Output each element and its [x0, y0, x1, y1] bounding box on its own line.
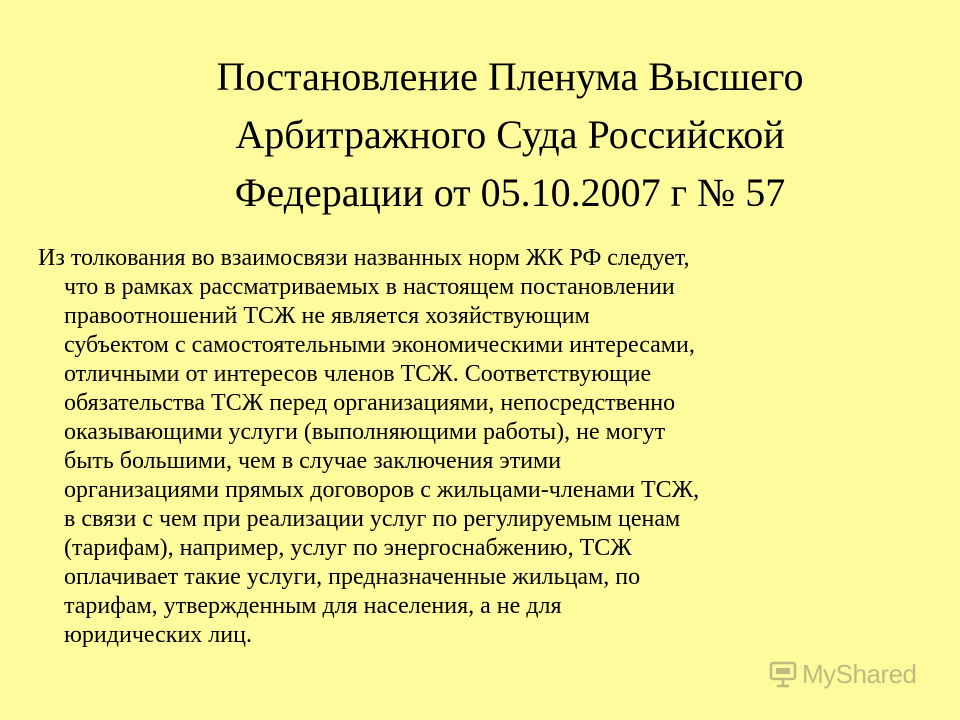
title-line: Арбитражного Суда Российской [235, 112, 785, 157]
body-line: тарифам, утвержденным для населения, а не для [64, 593, 562, 619]
body-line: оказывающими услуги (выполняющими работы), не могут [64, 419, 666, 445]
slide-body [38, 244, 938, 650]
watermark-text: MyShared [802, 658, 917, 689]
body-line: Из толкования во взаимосвязи названных норм ЖК РФ следует, [38, 245, 690, 271]
watermark [768, 656, 917, 692]
body-line: (тарифам), например, услуг по энергоснабжению, ТСЖ [64, 535, 632, 561]
body-line: юридических лиц. [64, 622, 252, 648]
body-line: в связи с чем при реализации услуг по регулируемым ценам [64, 506, 681, 532]
presentation-board-icon [768, 659, 798, 689]
body-line: оплачивает такие услуги, предназначенные жильцам, по [64, 564, 641, 590]
body-line: что в рамках рассматриваемых в настоящем постановлении [64, 274, 675, 300]
body-line: отличными от интересов членов ТСЖ. Соответствующие [64, 361, 652, 387]
body-line: быть большими, чем в случае заключения этими [64, 448, 562, 474]
body-line: организациями прямых договоров с жильцами-членами ТСЖ, [64, 477, 700, 503]
title-line: Федерации от 05.10.2007 г № 57 [234, 170, 786, 215]
body-line: субъектом с самостоятельными экономическими интересами, [64, 332, 695, 358]
slide-title [100, 48, 920, 222]
body-line: обязательства ТСЖ перед организациями, непосредственно [64, 390, 676, 416]
title-line: Постановление Пленума Высшего [216, 54, 804, 99]
body-line: правоотношений ТСЖ не является хозяйствующим [64, 303, 590, 329]
